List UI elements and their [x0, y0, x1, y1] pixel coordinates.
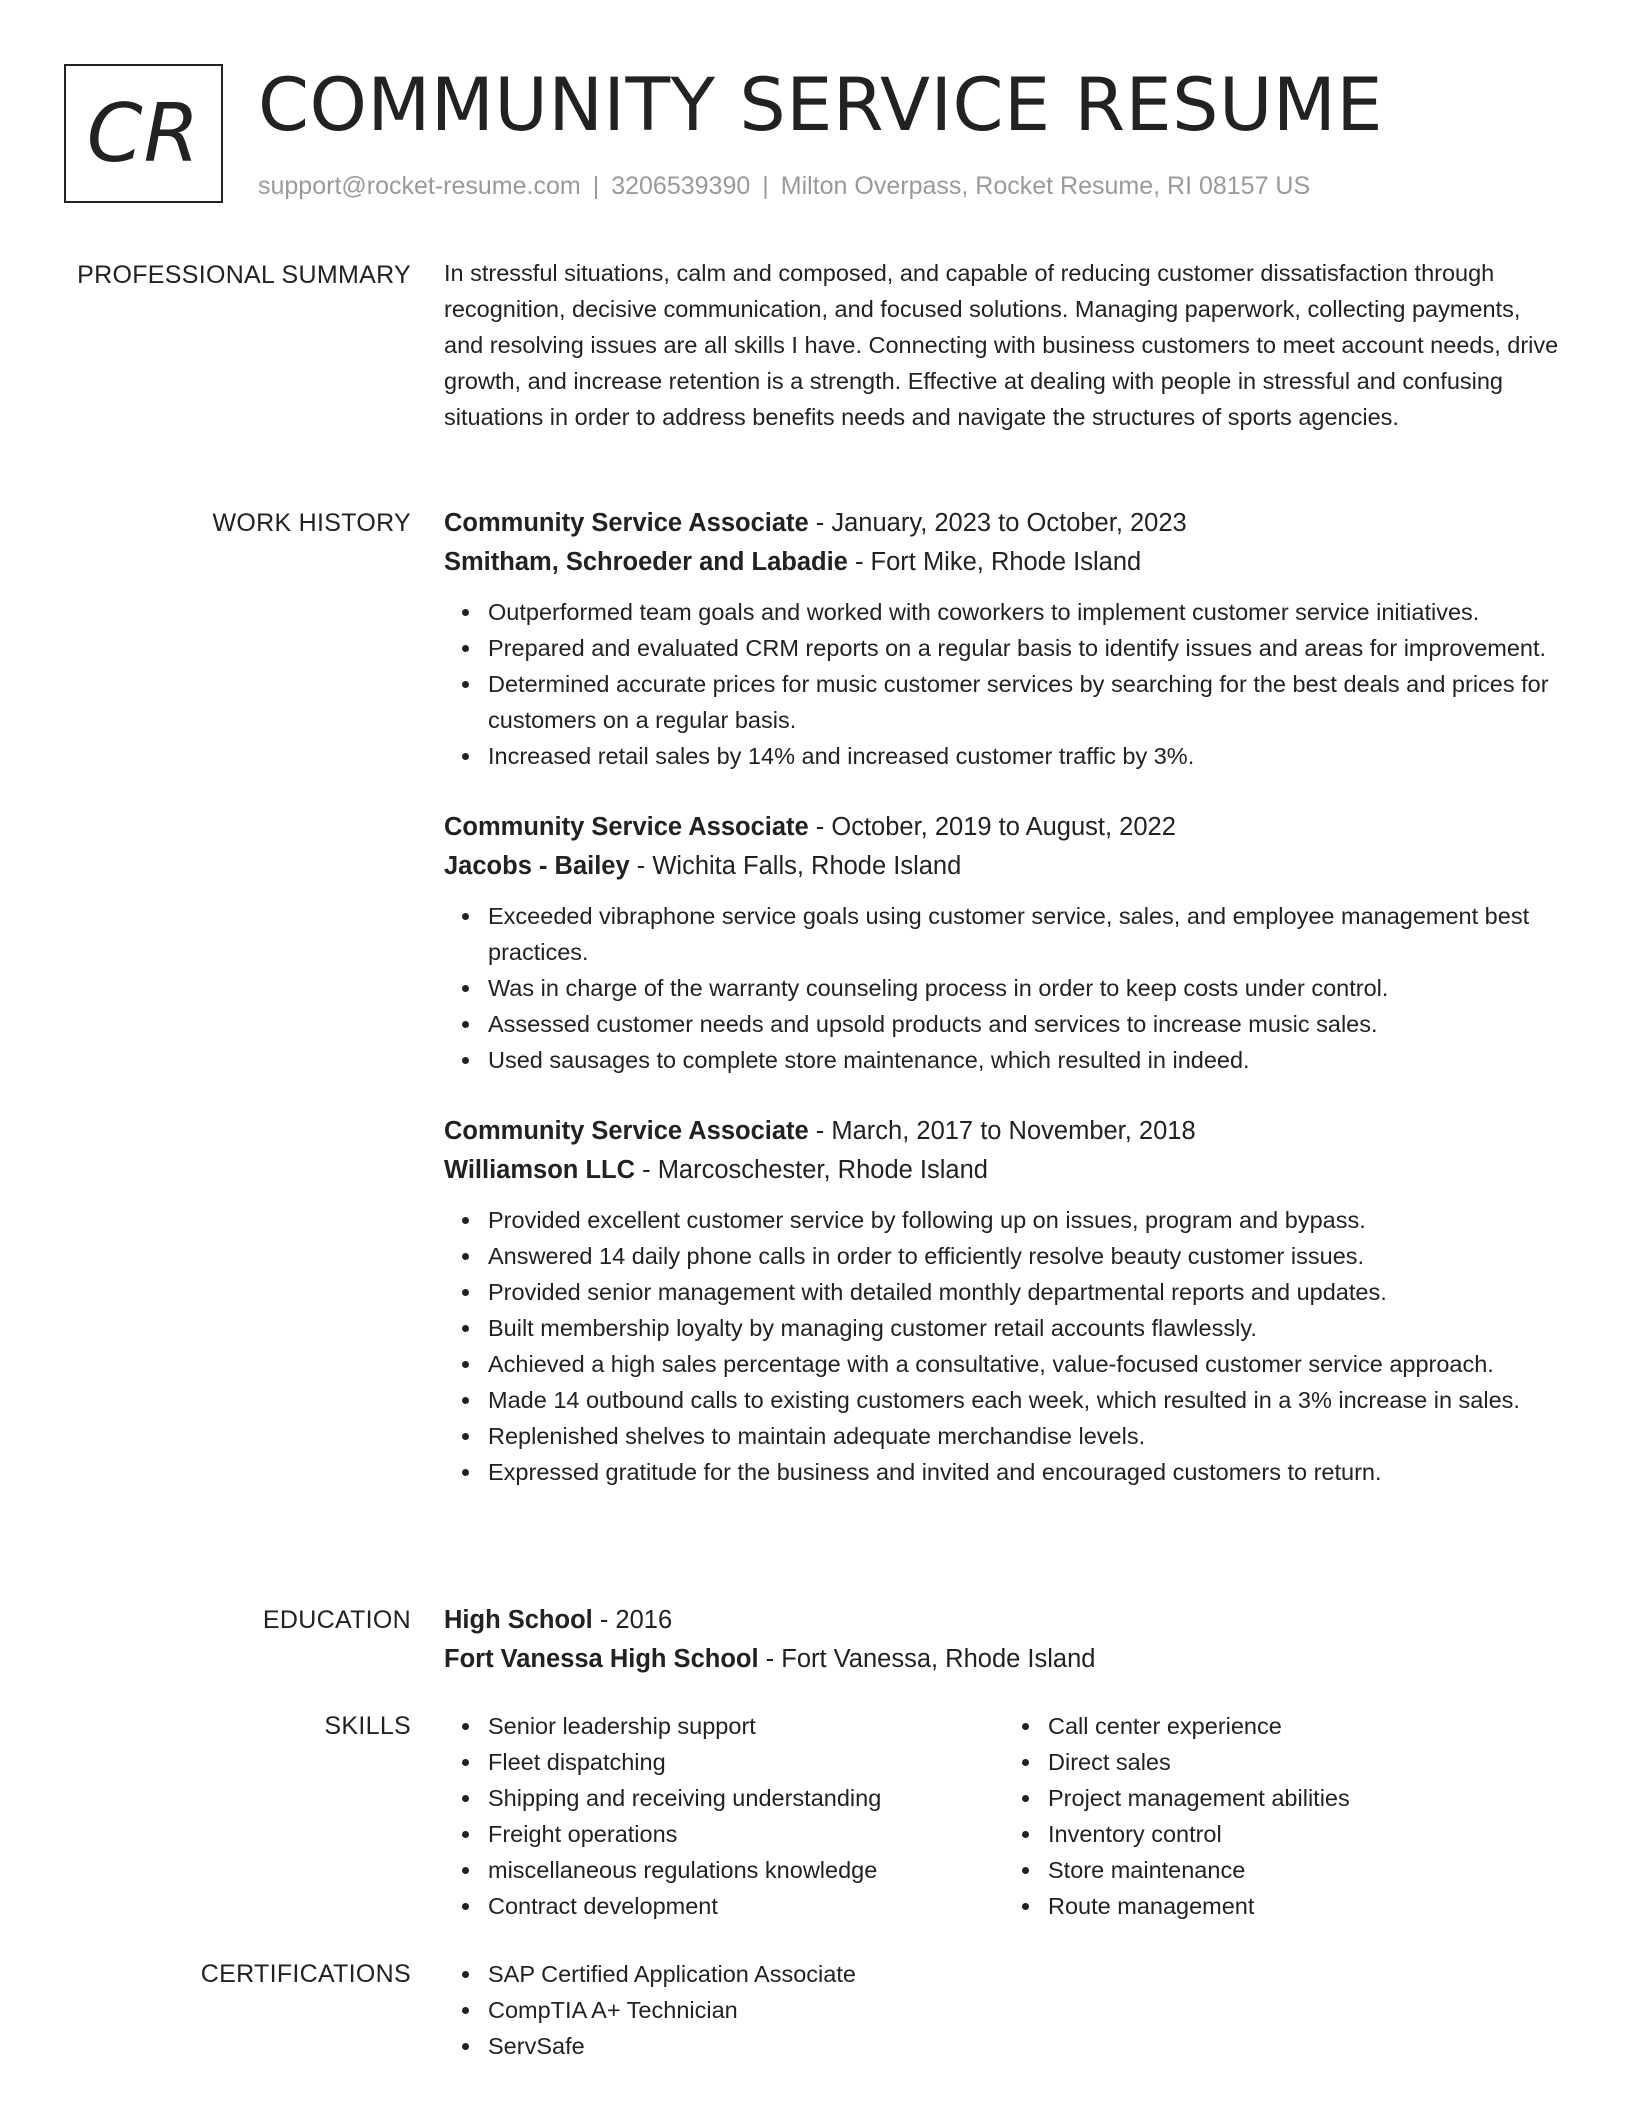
skill-item: Inventory control [1048, 1816, 1564, 1852]
job-bullets [444, 1202, 1564, 1490]
job-title-line [444, 808, 1564, 847]
job-company: Williamson LLC [444, 1156, 636, 1184]
job-bullet-item: Expressed gratitude for the business and invited and encouraged customers to return. [488, 1454, 1564, 1490]
education-school: Fort Vanessa High School [444, 1645, 759, 1673]
job-bullet-item: Assessed customer needs and upsold products and services to increase music sales. [488, 1006, 1564, 1042]
job-bullet-item: Achieved a high sales percentage with a consultative, value-focused customer service approach. [488, 1346, 1564, 1382]
skill-item: Senior leadership support [488, 1708, 1004, 1744]
job-dates: - January, 2023 to October, 2023 [808, 509, 1187, 537]
page-title: COMMUNITY SERVICE RESUME [258, 63, 1384, 148]
job-bullet-item: Was in charge of the warranty counseling process in order to keep costs under control. [488, 970, 1564, 1006]
work-history-list [444, 504, 1564, 1524]
job-company: Smitham, Schroeder and Labadie [444, 548, 848, 576]
section-label-certifications: CERTIFICATIONS [200, 1960, 411, 1988]
job-location: - Marcoschester, Rhode Island [635, 1156, 988, 1184]
job-title: Community Service Associate [444, 509, 809, 537]
skill-item: Shipping and receiving understanding [488, 1780, 1004, 1816]
skill-item: Call center experience [1048, 1708, 1564, 1744]
job-bullet-item: Provided senior management with detailed monthly departmental reports and updates. [488, 1274, 1564, 1310]
certification-item: CompTIA A+ Technician [488, 1992, 1564, 2028]
job-company: Jacobs - Bailey [444, 852, 630, 880]
job-title-line [444, 504, 1564, 543]
skill-item: Direct sales [1048, 1744, 1564, 1780]
section-label-summary: PROFESSIONAL SUMMARY [77, 261, 411, 289]
job-bullet-item: Used sausages to complete store maintenance, which resulted in indeed. [488, 1042, 1564, 1078]
skill-item: miscellaneous regulations knowledge [488, 1852, 1004, 1888]
job-bullet-item: Built membership loyalty by managing customer retail accounts flawlessly. [488, 1310, 1564, 1346]
skill-item: Fleet dispatching [488, 1744, 1004, 1780]
contact-line [258, 172, 1310, 201]
skills-list-right [1004, 1708, 1564, 1924]
contact-email: support@rocket-resume.com [258, 172, 581, 200]
summary-text: In stressful situations, calm and composed, and capable of reducing customer dissatisfaction through recognition, decisive communication, and focused solutions. Managing paperwork, collecting payments, and resolving issues are all skills I have. Connecting with business customers to meet account needs, drive growth, and increase retention is a strength. Effective at dealing with people in stressful and confusing situations in order to address benefits needs and navigate the structures of sports agencies. [444, 260, 1559, 430]
job-bullet-item: Made 14 outbound calls to existing customers each week, which resulted in a 3% increase in sales. [488, 1382, 1564, 1418]
job-bullet-item: Provided excellent customer service by following up on issues, program and bypass. [488, 1202, 1564, 1238]
skills-list-left [444, 1708, 1004, 1924]
certification-item: SAP Certified Application Associate [488, 1956, 1564, 1992]
job-entry [444, 1112, 1564, 1490]
job-title: Community Service Associate [444, 813, 809, 841]
job-bullet-item: Outperformed team goals and worked with coworkers to implement customer service initiatives. [488, 594, 1564, 630]
job-title: Community Service Associate [444, 1117, 809, 1145]
job-dates: - March, 2017 to November, 2018 [808, 1117, 1196, 1145]
contact-separator: | [762, 172, 769, 200]
skills-grid [444, 1708, 1564, 1924]
job-dates: - October, 2019 to August, 2022 [808, 813, 1176, 841]
job-location: - Fort Mike, Rhode Island [847, 548, 1142, 576]
education-school-line [444, 1640, 1564, 1679]
job-location: - Wichita Falls, Rhode Island [629, 852, 962, 880]
skill-item: Project management abilities [1048, 1780, 1564, 1816]
job-bullet-item: Replenished shelves to maintain adequate merchandise levels. [488, 1418, 1564, 1454]
job-bullets [444, 898, 1564, 1078]
certification-item: ServSafe [488, 2028, 1564, 2064]
skill-item: Store maintenance [1048, 1852, 1564, 1888]
job-entry [444, 504, 1564, 774]
section-label-skills: SKILLS [324, 1712, 411, 1740]
resume-header [64, 64, 1564, 214]
job-entry [444, 808, 1564, 1078]
education-location: - Fort Vanessa, Rhode Island [758, 1645, 1096, 1673]
skill-item: Contract development [488, 1888, 1004, 1924]
skill-item: Route management [1048, 1888, 1564, 1924]
job-bullet-item: Prepared and evaluated CRM reports on a regular basis to identify issues and areas for improvement. [488, 630, 1564, 666]
job-bullet-item: Increased retail sales by 14% and increased customer traffic by 3%. [488, 738, 1564, 774]
job-bullets [444, 594, 1564, 774]
education-degree: High School [444, 1606, 593, 1634]
education-degree-line [444, 1601, 1564, 1640]
job-company-line [444, 543, 1564, 582]
job-company-line [444, 847, 1564, 886]
job-title-line [444, 1112, 1564, 1151]
section-label-education: EDUCATION [262, 1606, 411, 1634]
section-label-work-history: WORK HISTORY [212, 509, 411, 537]
skill-item: Freight operations [488, 1816, 1004, 1852]
contact-separator: | [592, 172, 600, 200]
education-year: - 2016 [592, 1606, 673, 1634]
contact-address: Milton Overpass, Rocket Resume, RI 08157 US [780, 172, 1311, 200]
job-bullet-item: Exceeded vibraphone service goals using customer service, sales, and employee management best practices. [488, 898, 1564, 970]
contact-phone: 3206539390 [611, 172, 751, 200]
monogram-logo: CR [64, 64, 223, 203]
job-bullet-item: Determined accurate prices for music customer services by searching for the best deals and prices for customers on a regular basis. [488, 666, 1564, 738]
job-bullet-item: Answered 14 daily phone calls in order to efficiently resolve beauty customer issues. [488, 1238, 1564, 1274]
job-company-line [444, 1151, 1564, 1190]
certifications-list [444, 1956, 1564, 2064]
